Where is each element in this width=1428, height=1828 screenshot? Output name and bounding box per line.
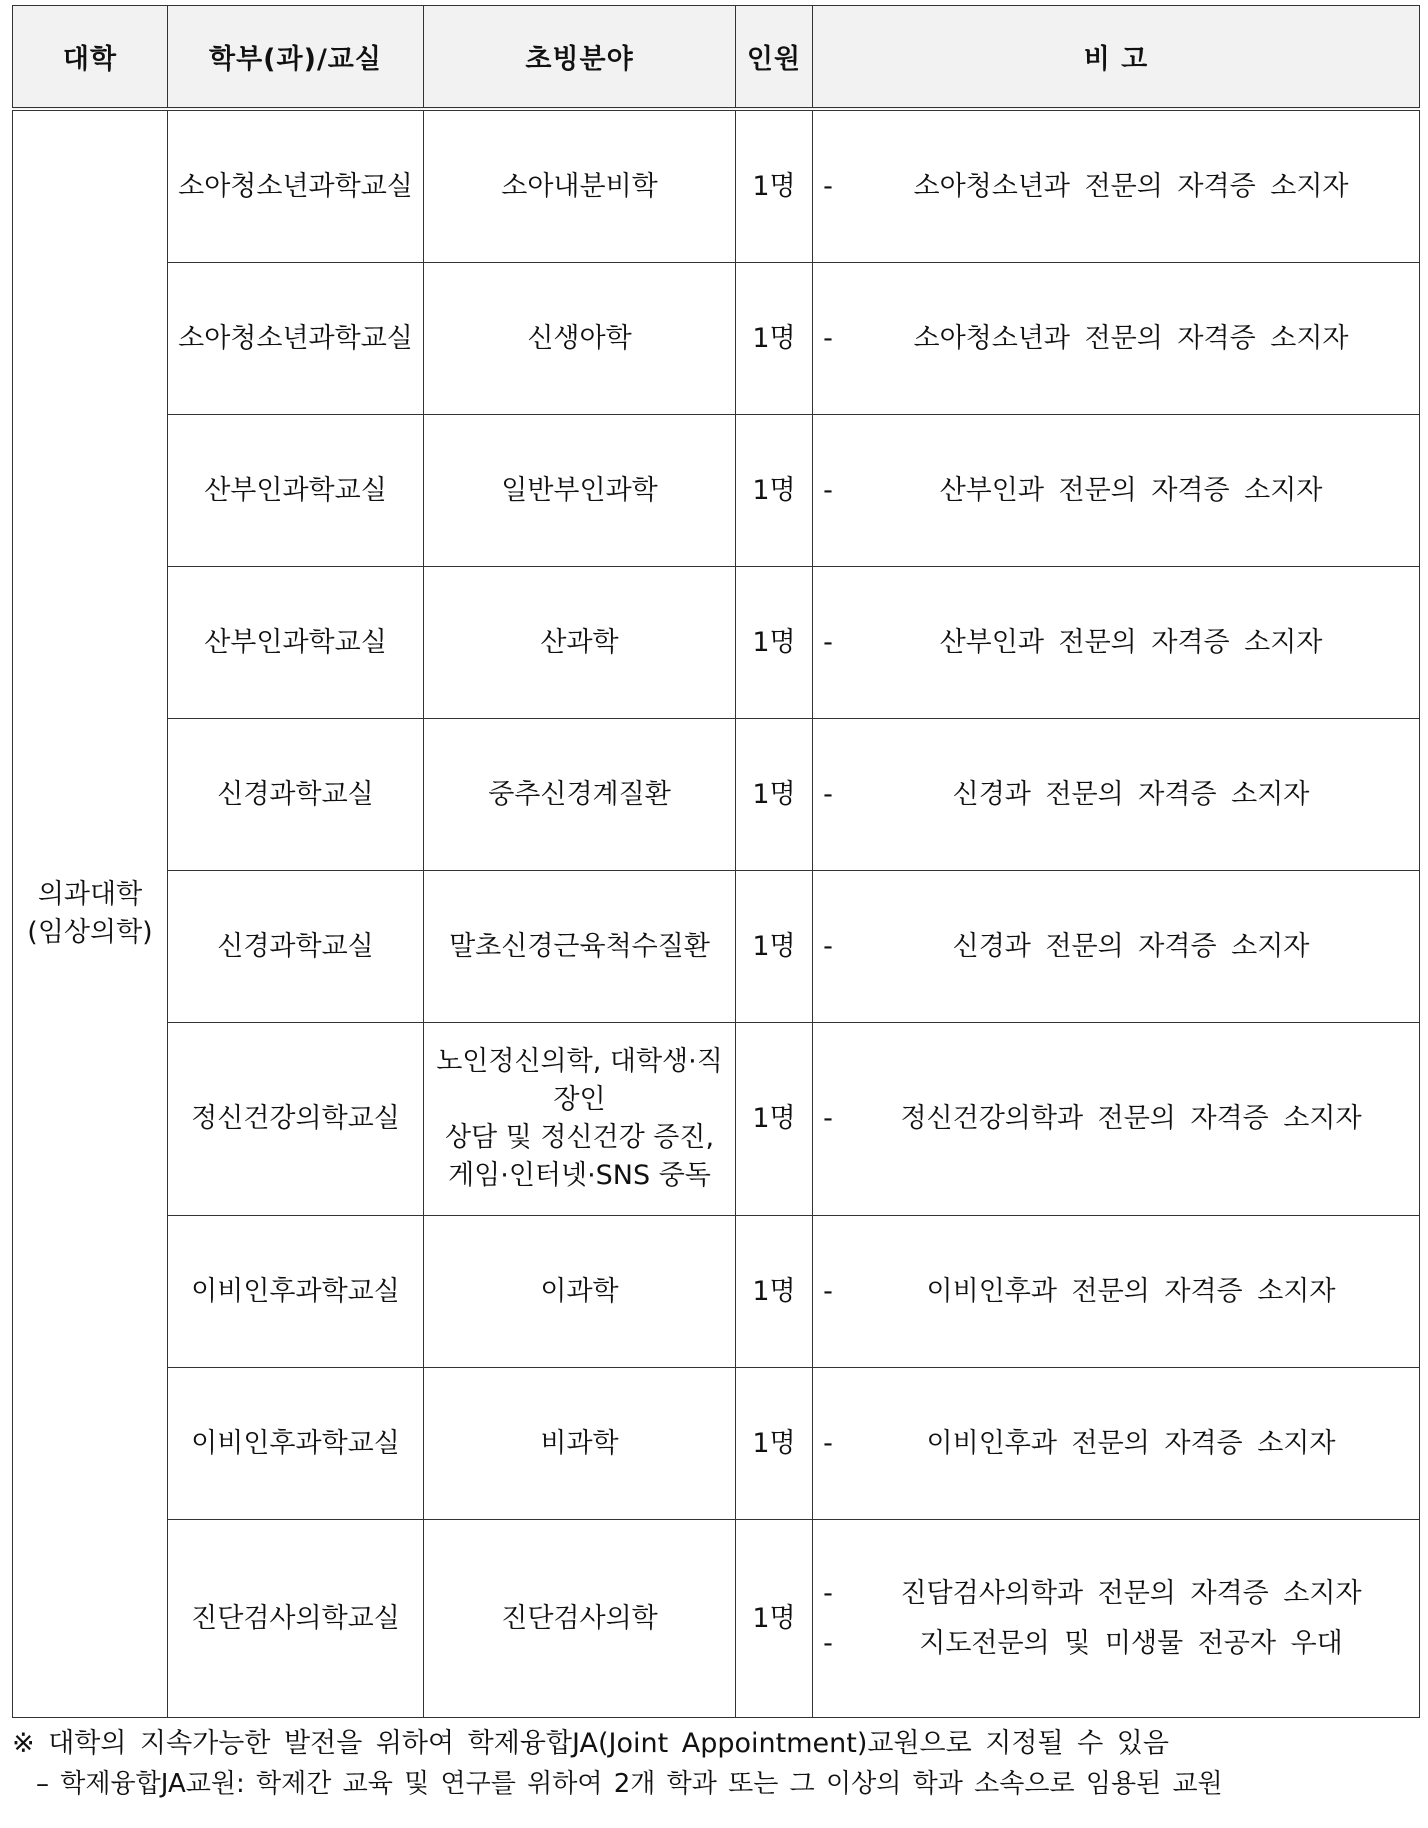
- field-line: 일반부인과학: [501, 474, 658, 506]
- remark-item: [813, 928, 1419, 966]
- remarks-cell: [813, 719, 1420, 871]
- count-cell: 1명: [736, 1216, 813, 1368]
- dash-bullet: -: [823, 1427, 833, 1459]
- remarks-cell: [813, 263, 1420, 415]
- college-name-line: (임상의학): [27, 917, 153, 948]
- field-line: 중추신경계질환: [488, 778, 671, 810]
- dash-bullet: -: [823, 626, 833, 658]
- department-cell: 진단검사의학교실: [168, 1520, 424, 1718]
- table-row: [13, 109, 1420, 263]
- table-header-row: [13, 6, 1420, 110]
- table-row: [13, 415, 1420, 567]
- remark-text: 지도전문의 및 미생물 전공자 우대: [919, 1627, 1343, 1659]
- field-cell: [424, 719, 736, 871]
- field-line: 게임·인터넷·SNS 중독: [448, 1160, 711, 1191]
- remark-text: 진담검사의학과 전문의 자격증 소지자: [900, 1577, 1362, 1609]
- remarks-cell: [813, 109, 1420, 263]
- remarks-cell: [813, 415, 1420, 567]
- department-cell: 이비인후과학교실: [168, 1368, 424, 1520]
- department-cell: 소아청소년과학교실: [168, 263, 424, 415]
- field-line: 노인정신의학, 대학생·직장인: [436, 1046, 723, 1115]
- remark-text: 이비인후과 전문의 자격증 소지자: [926, 1427, 1336, 1459]
- field-cell: [424, 567, 736, 719]
- header-count: 인원: [736, 6, 813, 110]
- count-cell: 1명: [736, 109, 813, 263]
- remark-text: 산부인과 전문의 자격증 소지자: [939, 474, 1323, 506]
- remark-text: 산부인과 전문의 자격증 소지자: [939, 626, 1323, 658]
- table-row: [13, 1216, 1420, 1368]
- field-line: 산과학: [540, 626, 619, 658]
- remarks-cell: [813, 1216, 1420, 1368]
- remark-item: [813, 1273, 1419, 1311]
- remark-text: 소아청소년과 전문의 자격증 소지자: [913, 322, 1349, 354]
- field-cell: [424, 871, 736, 1023]
- remarks-cell: [813, 1520, 1420, 1718]
- dash-bullet: -: [823, 1103, 833, 1134]
- field-line: 소아내분비학: [501, 170, 658, 202]
- remark-item: [813, 1100, 1419, 1138]
- count-cell: 1명: [736, 567, 813, 719]
- college-cell: [13, 109, 168, 1718]
- header-field: 초빙분야: [424, 6, 736, 110]
- dash-bullet: -: [823, 322, 833, 354]
- field-cell: [424, 109, 736, 263]
- department-cell: 소아청소년과학교실: [168, 109, 424, 263]
- department-cell: 신경과학교실: [168, 871, 424, 1023]
- college-name-line: 의과대학: [37, 879, 143, 910]
- remark-text: 신경과 전문의 자격증 소지자: [952, 778, 1310, 810]
- count-cell: 1명: [736, 1520, 813, 1718]
- dash-bullet: -: [823, 778, 833, 810]
- field-line: 상담 및 정신건강 증진,: [444, 1122, 715, 1153]
- remark-item: [813, 168, 1419, 206]
- remark-item: [813, 1625, 1419, 1663]
- field-line: 진단검사의학: [501, 1602, 658, 1634]
- field-line: 이과학: [540, 1275, 619, 1307]
- table-row: [13, 1023, 1420, 1216]
- field-cell: [424, 415, 736, 567]
- count-cell: 1명: [736, 1023, 813, 1216]
- table-row: [13, 871, 1420, 1023]
- remark-item: [813, 472, 1419, 510]
- remark-item: [813, 1425, 1419, 1463]
- dash-bullet: -: [823, 474, 833, 506]
- dash-bullet: -: [823, 1275, 833, 1307]
- remark-item: [813, 624, 1419, 662]
- field-cell: [424, 1216, 736, 1368]
- footnote-sub: – 학제융합JA교원: 학제간 교육 및 연구를 위하여 2개 학과 또는 그 이상의 학과 소속으로 임용된 교원: [36, 1769, 1223, 1799]
- table-row: [13, 263, 1420, 415]
- remark-text: 이비인후과 전문의 자격증 소지자: [926, 1275, 1336, 1307]
- count-cell: 1명: [736, 1368, 813, 1520]
- department-cell: 신경과학교실: [168, 719, 424, 871]
- department-cell: 산부인과학교실: [168, 567, 424, 719]
- table-row: [13, 1368, 1420, 1520]
- count-cell: 1명: [736, 415, 813, 567]
- remark-text: 신경과 전문의 자격증 소지자: [952, 930, 1310, 962]
- footnote: [12, 1724, 1416, 1804]
- remark-text: 소아청소년과 전문의 자격증 소지자: [913, 170, 1349, 202]
- dash-bullet: -: [823, 930, 833, 962]
- count-cell: 1명: [736, 719, 813, 871]
- remark-item: [813, 1575, 1419, 1613]
- remarks-cell: [813, 871, 1420, 1023]
- table-row: [13, 567, 1420, 719]
- remarks-cell: [813, 1023, 1420, 1216]
- dash-bullet: -: [823, 170, 833, 202]
- field-line: 비과학: [540, 1427, 619, 1459]
- header-remarks: 비 고: [813, 6, 1420, 110]
- field-cell: [424, 1368, 736, 1520]
- dash-bullet: -: [823, 1577, 833, 1609]
- field-line: 신생아학: [527, 322, 632, 354]
- dash-bullet: -: [823, 1627, 833, 1659]
- header-department: 학부(과)/교실: [168, 6, 424, 110]
- remarks-cell: [813, 567, 1420, 719]
- remark-item: [813, 320, 1419, 358]
- remark-text: 정신건강의학과 전문의 자격증 소지자: [900, 1103, 1362, 1134]
- table-body: [13, 109, 1420, 1718]
- field-cell: [424, 263, 736, 415]
- department-cell: 산부인과학교실: [168, 415, 424, 567]
- department-cell: 정신건강의학교실: [168, 1023, 424, 1216]
- department-cell: 이비인후과학교실: [168, 1216, 424, 1368]
- field-cell: [424, 1023, 736, 1216]
- table-row: [13, 1520, 1420, 1718]
- footnote-main: ※ 대학의 지속가능한 발전을 위하여 학제융합JA(Joint Appointment)교원으로 지정될 수 있음: [12, 1728, 1169, 1759]
- table-row: [13, 719, 1420, 871]
- remarks-cell: [813, 1368, 1420, 1520]
- count-cell: 1명: [736, 871, 813, 1023]
- count-cell: 1명: [736, 263, 813, 415]
- recruitment-table: [12, 5, 1420, 1718]
- header-college: 대학: [13, 6, 168, 110]
- remark-item: [813, 776, 1419, 814]
- field-line: 말초신경근육척수질환: [449, 930, 710, 962]
- field-cell: [424, 1520, 736, 1718]
